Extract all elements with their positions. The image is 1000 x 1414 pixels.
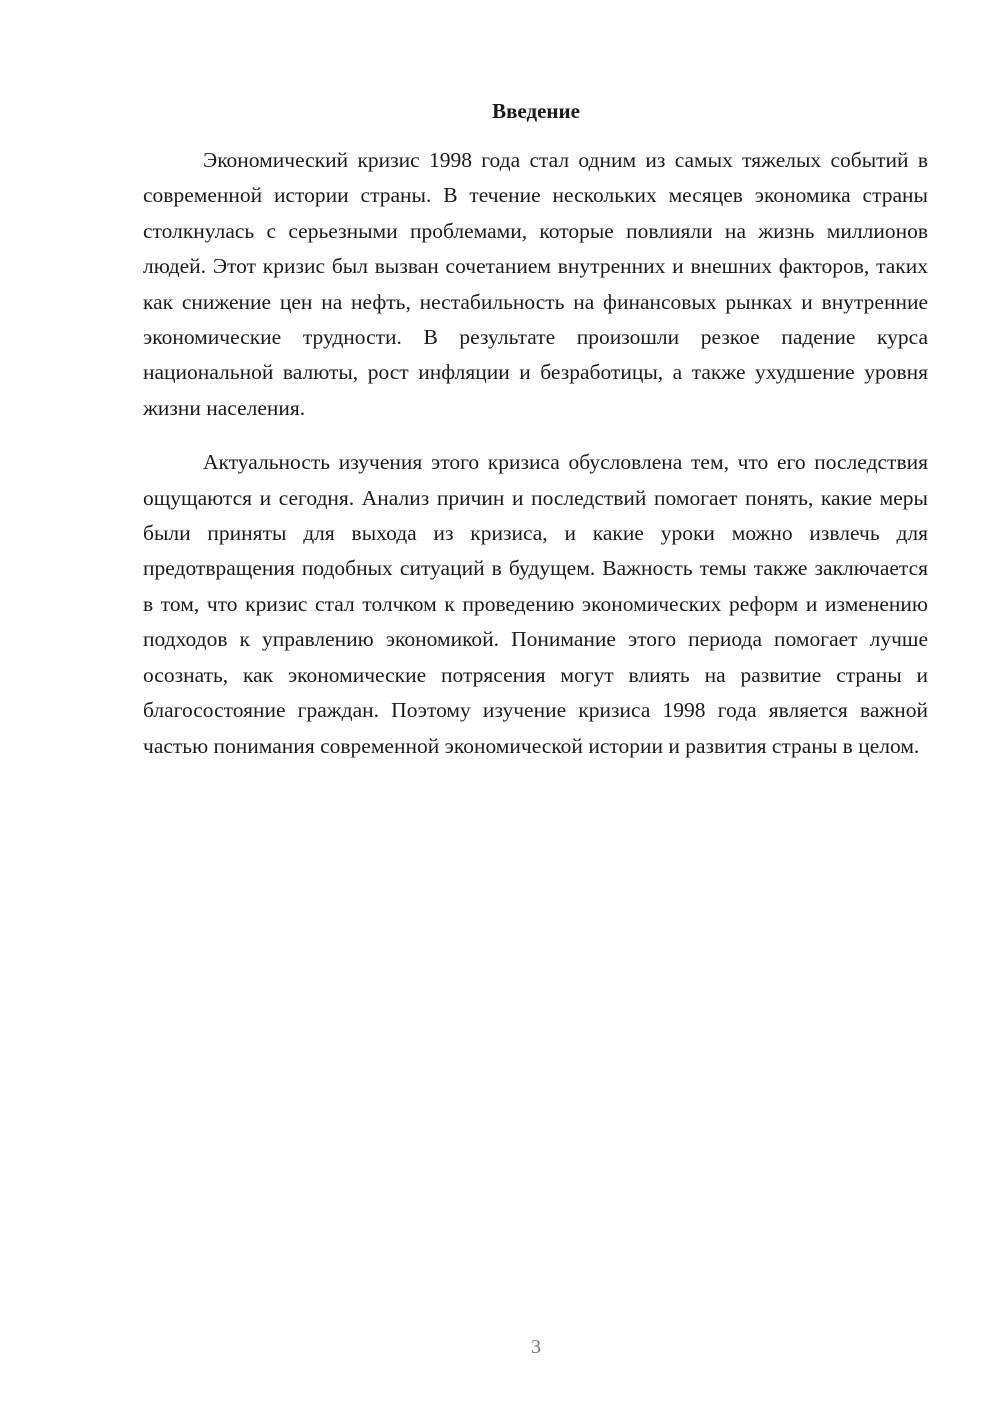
paragraph-1: Экономический кризис 1998 года стал одним из самых тяжелых событий в современной истории страны. В течение нескольких месяцев экономика страны столкнулась с серьезными проблемами, которые повлияли на жизнь миллионов людей. Этот кризис был вызван сочетанием внутренних и внешних факторов, таких как снижение цен на нефть, нестабильность на финансовых рынках и внутренние экономические трудности. В результате произошли резкое падение курса национальной валюты, рост инфляции и безработицы, а также ухудшение уровня жизни населения. bbox=[143, 148, 928, 420]
body-text bbox=[143, 143, 928, 764]
page-number: 3 bbox=[531, 1336, 541, 1358]
paragraph-2: Актуальность изучения этого кризиса обусловлена тем, что его последствия ощущаются и сегодня. Анализ причин и последствий помогает понять, какие меры были приняты для выхода из кризиса, и какие уроки можно извлечь для предотвращения подобных ситуаций в будущем. Важность темы также заключается в том, что кризис стал толчком к проведению экономических реформ и изменению подходов к управлению экономикой. Понимание этого периода помогает лучше осознать, как экономические потрясения могут влиять на развитие страны и благосостояние граждан. Поэтому изучение кризиса 1998 года является важной частью понимания современной экономической истории и развития страны в целом. bbox=[143, 450, 928, 758]
section-title: Введение bbox=[492, 99, 580, 123]
